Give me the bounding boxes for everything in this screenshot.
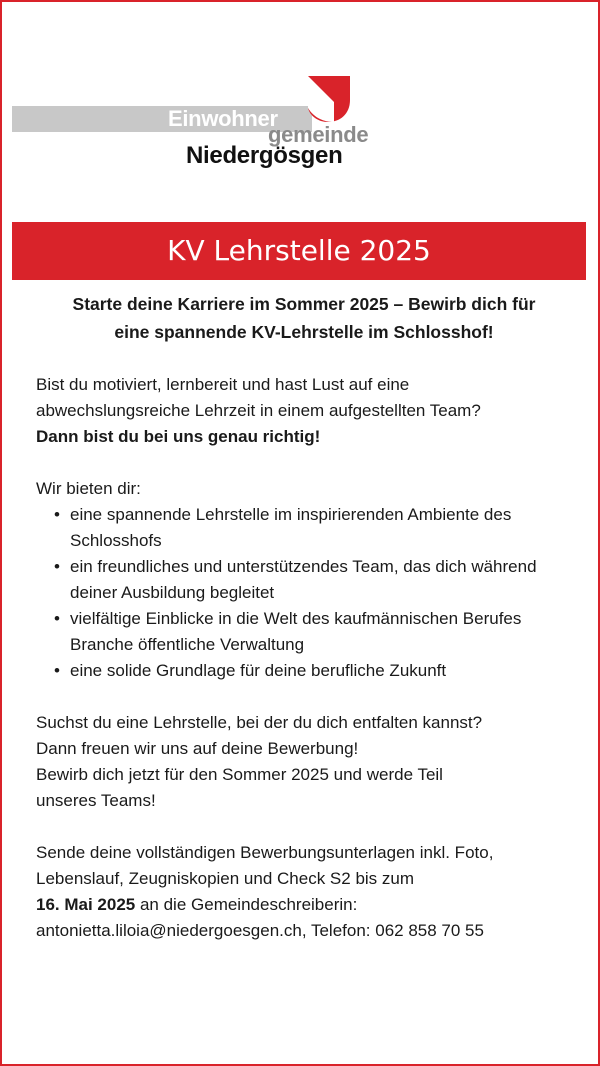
application-contact[interactable]: antonietta.liloia@niedergoesgen.ch, Telefon: 062 858 70 55	[36, 921, 484, 940]
list-item: • eine spannende Lehrstelle im inspirierenden Ambiente des Schlosshofs	[54, 502, 588, 554]
closing-line-2: Dann freuen wir uns auf deine Bewerbung!	[36, 739, 359, 758]
offers-list	[54, 502, 588, 684]
intro-line-2: abwechslungsreiche Lehrzeit in einem aufgestellten Team?	[36, 401, 481, 420]
closing-line-4: unseres Teams!	[36, 791, 156, 810]
logo-text-einwohner: Einwohner	[168, 106, 278, 131]
page-title: KV Lehrstelle 2025	[167, 234, 431, 267]
intro-highlight: Dann bist du bei uns genau richtig!	[36, 427, 321, 446]
lead-text	[20, 290, 588, 346]
offers-section	[36, 476, 588, 684]
main-content	[36, 290, 588, 944]
offers-heading: Wir bieten dir:	[36, 479, 141, 498]
list-item: • ein freundliches und unterstützendes Team, das dich während deiner Ausbildung begleitet	[54, 554, 588, 606]
intro-paragraph	[36, 372, 588, 450]
application-paragraph	[36, 840, 588, 944]
closing-paragraph	[36, 710, 588, 814]
municipality-logo	[0, 0, 600, 180]
application-deadline: 16. Mai 2025	[36, 895, 136, 914]
list-item: • eine solide Grundlage für deine berufliche Zukunft	[54, 658, 588, 684]
title-banner	[12, 222, 586, 280]
list-item: • vielfältige Einblicke in die Welt des kaufmännischen Berufes Branche öffentliche Verwaltung	[54, 606, 588, 658]
logo-text-niedergoesgen: Niedergösgen	[186, 142, 343, 169]
lead-line-1: Starte deine Karriere im Sommer 2025 – Bewirb dich für	[72, 294, 536, 314]
lead-line-2: eine spannende KV-Lehrstelle im Schlosshof!	[114, 322, 494, 342]
closing-line-1: Suchst du eine Lehrstelle, bei der du dich entfalten kannst?	[36, 713, 483, 732]
application-line-2: Lebenslauf, Zeugniskopien und Check S2 bis zum	[36, 869, 415, 888]
application-line-1: Sende deine vollständigen Bewerbungsunterlagen inkl. Foto,	[36, 843, 494, 862]
application-line-3	[36, 892, 588, 918]
logo-shield-icon	[304, 74, 352, 122]
application-line-3-rest: an die Gemeindeschreiberin:	[135, 895, 358, 914]
closing-line-3: Bewirb dich jetzt für den Sommer 2025 und werde Teil	[36, 765, 443, 784]
intro-line-1: Bist du motiviert, lernbereit und hast Lust auf eine	[36, 375, 410, 394]
logo-text-gemeinde: gemeinde	[268, 122, 369, 147]
